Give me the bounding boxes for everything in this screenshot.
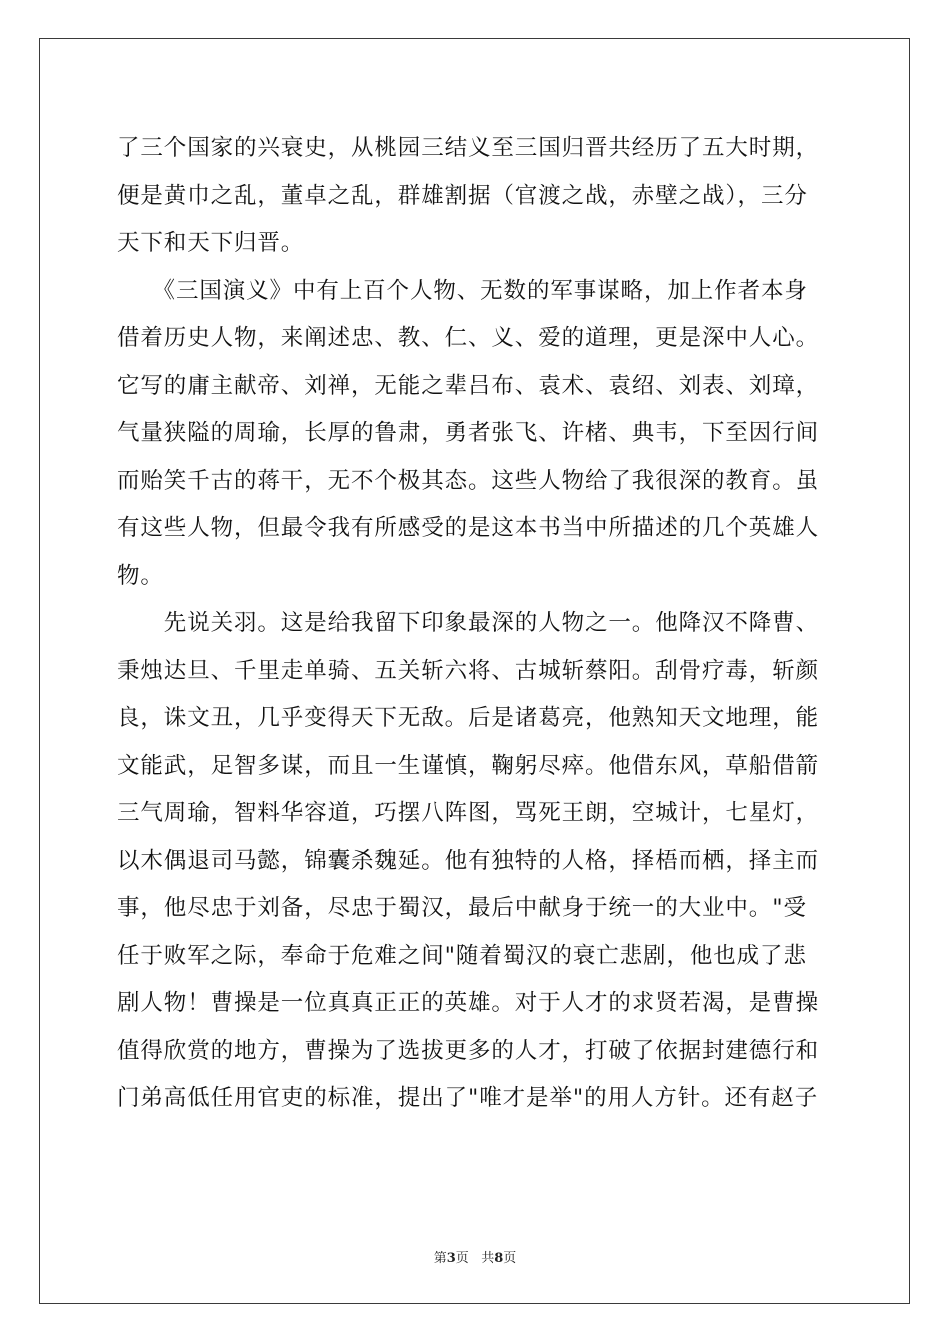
text-line: 事，他尽忠于刘备，尽忠于蜀汉，最后中献身于统一的大业中。"受 [117,895,807,921]
text-line: 它写的庸主献帝、刘禅，无能之辈吕布、袁术、袁绍、刘表、刘璋， [117,372,820,399]
text-line: 秉烛达旦、千里走单骑、五关斩六将、古城斩蔡阳。刮骨疗毒，斩颜 [117,657,820,684]
page-number: 3 [446,1251,456,1266]
text-line: 门弟高低任用官吏的标准，提出了"唯才是举"的用人方针。还有赵子 [117,1085,819,1111]
text-line: 《三国演义》中有上百个人物、无数的军事谋略，加上作者本身 [117,277,808,304]
text-line: 借着历史人物，来阐述忠、教、仁、义、爱的道理，更是深中人心。 [117,325,820,351]
page-total: 8 [494,1251,504,1266]
page-prefix: 第 [433,1251,447,1266]
text-line: 任于败军之际，奉命于危难之间"随着蜀汉的衰亡悲剧，他也成了悲 [117,942,807,969]
text-line: 以木偶退司马懿，锦囊杀魏延。他有独特的人格，择梧而栖，择主而 [117,847,820,874]
text-line: 了三个国家的兴衰史，从桃园三结义至三国归晋共经历了五大时期， [117,135,820,161]
text-line: 先说关羽。这是给我留下印象最深的人物之一。他降汉不降曹、 [117,610,820,636]
text-line: 文能武，足智多谋，而且一生谨慎，鞠躬尽瘁。他借东风，草船借箭 [117,752,820,779]
text-line: 三气周瑜，智料华容道，巧摆八阵图，骂死王朗，空城计，七星灯， [117,800,820,826]
text-line: 良，诛文丑，几乎变得天下无敌。后是诸葛亮，他熟知天文地理，能 [117,705,820,731]
text-line: 而贻笑千古的蒋干，无不个极其态。这些人物给了我很深的教育。虽 [117,467,820,494]
page-suffix: 页 [503,1251,517,1266]
text-line: 值得欣赏的地方，曹操为了选拔更多的人才，打破了依据封建德行和 [117,1037,820,1064]
text-line: 便是黄巾之乱，董卓之乱，群雄割据（官渡之战，赤壁之战），三分 [117,182,808,209]
page-mid: 页 共 [455,1251,495,1266]
text-line: 物。 [117,562,164,589]
text-line: 剧人物！曹操是一位真真正正的英雄。对于人才的求贤若渴，是曹操 [117,990,820,1016]
text-line: 气量狭隘的周瑜，长厚的鲁肃，勇者张飞、许楮、典韦，下至因行间 [117,420,820,446]
page-footer [0,1247,950,1266]
body-text [117,125,837,1123]
text-line: 有这些人物，但最令我有所感受的是这本书当中所描述的几个英雄人 [117,515,820,541]
text-line: 天下和天下归晋。 [117,230,305,256]
